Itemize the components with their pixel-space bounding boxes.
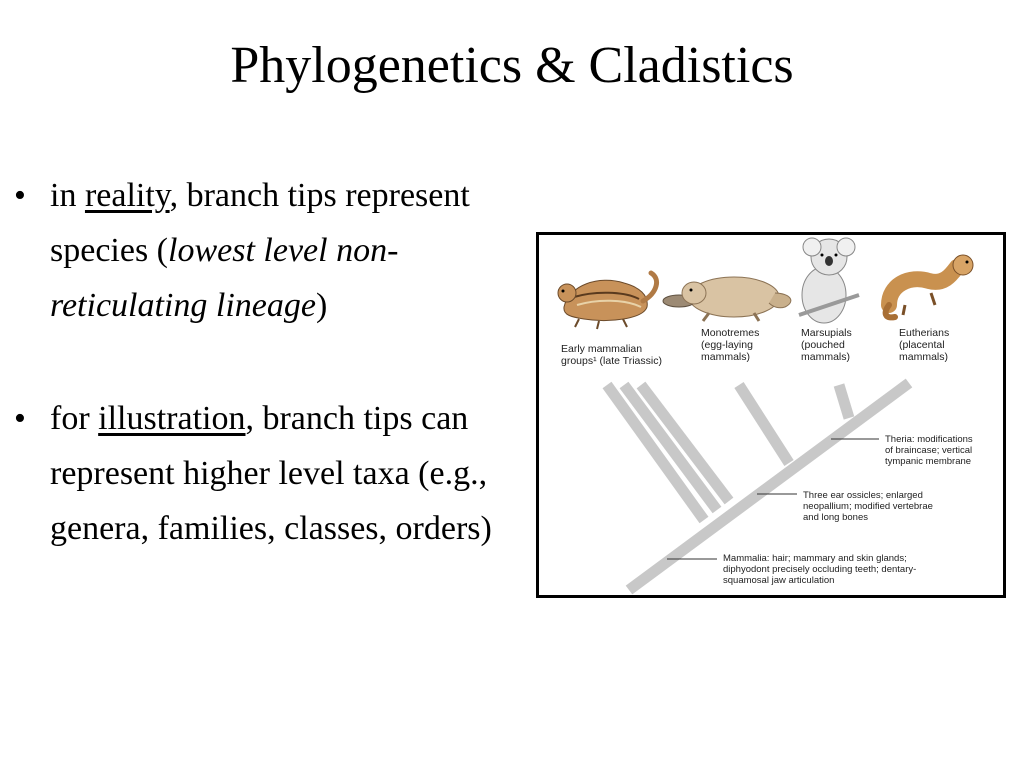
bullet-text: , branch tips represent species ( (50, 177, 470, 269)
bullet-marker: • (14, 177, 26, 214)
synapomorphy-theria: Theria: modifications of braincase; vertical tympanic membrane (885, 434, 973, 467)
platypus-icon (663, 277, 791, 321)
early-mammal-branch-2 (624, 385, 717, 510)
underlined-term-illustration: illustration (98, 400, 246, 437)
synapomorphy-mammalia: Mammalia: hair; mammary and skin glands; diphyodont precisely occluding teeth; dentary- squamosal jaw articulation (723, 553, 917, 586)
underlined-term-reality: reality (84, 177, 170, 214)
bullet-item-illustration (14, 391, 514, 556)
cladogram-figure (536, 232, 1006, 598)
italic-definition: lowest level non-reticulating lineage (50, 232, 399, 324)
taxon-label-eutherians: Eutherians (placental mammals) (899, 327, 950, 363)
bullet-list (14, 168, 514, 556)
bullet-item-reality (14, 168, 514, 333)
synapomorphy-ossicles: Three ear ossicles; enlarged neopallium; modified vertebrae and long bones (803, 490, 933, 523)
bullet-marker: • (14, 400, 26, 437)
koala-icon (799, 238, 859, 323)
bullet-text: , branch tips can represent higher level taxa (e.g., genera, families, classes, orders) (50, 400, 492, 547)
taxon-label-monotremes: Monotremes (egg-laying mammals) (701, 327, 760, 363)
ferret-icon (886, 255, 973, 317)
bullet-text: for (50, 400, 99, 437)
bullet-text: in (50, 177, 85, 214)
monotreme-branch (739, 385, 789, 463)
slide-title: Phylogenetics & Cladistics (230, 37, 794, 94)
cladogram-svg (539, 235, 1003, 595)
taxon-label-marsupials: Marsupials (pouched mammals) (801, 327, 852, 363)
taxon-label-early-mammals: Early mammalian groups¹ (late Triassic) (561, 343, 662, 367)
marsupial-branch (839, 385, 849, 418)
chipmunk-like-mammal-icon (558, 273, 657, 329)
bullet-text: ) (315, 287, 328, 324)
